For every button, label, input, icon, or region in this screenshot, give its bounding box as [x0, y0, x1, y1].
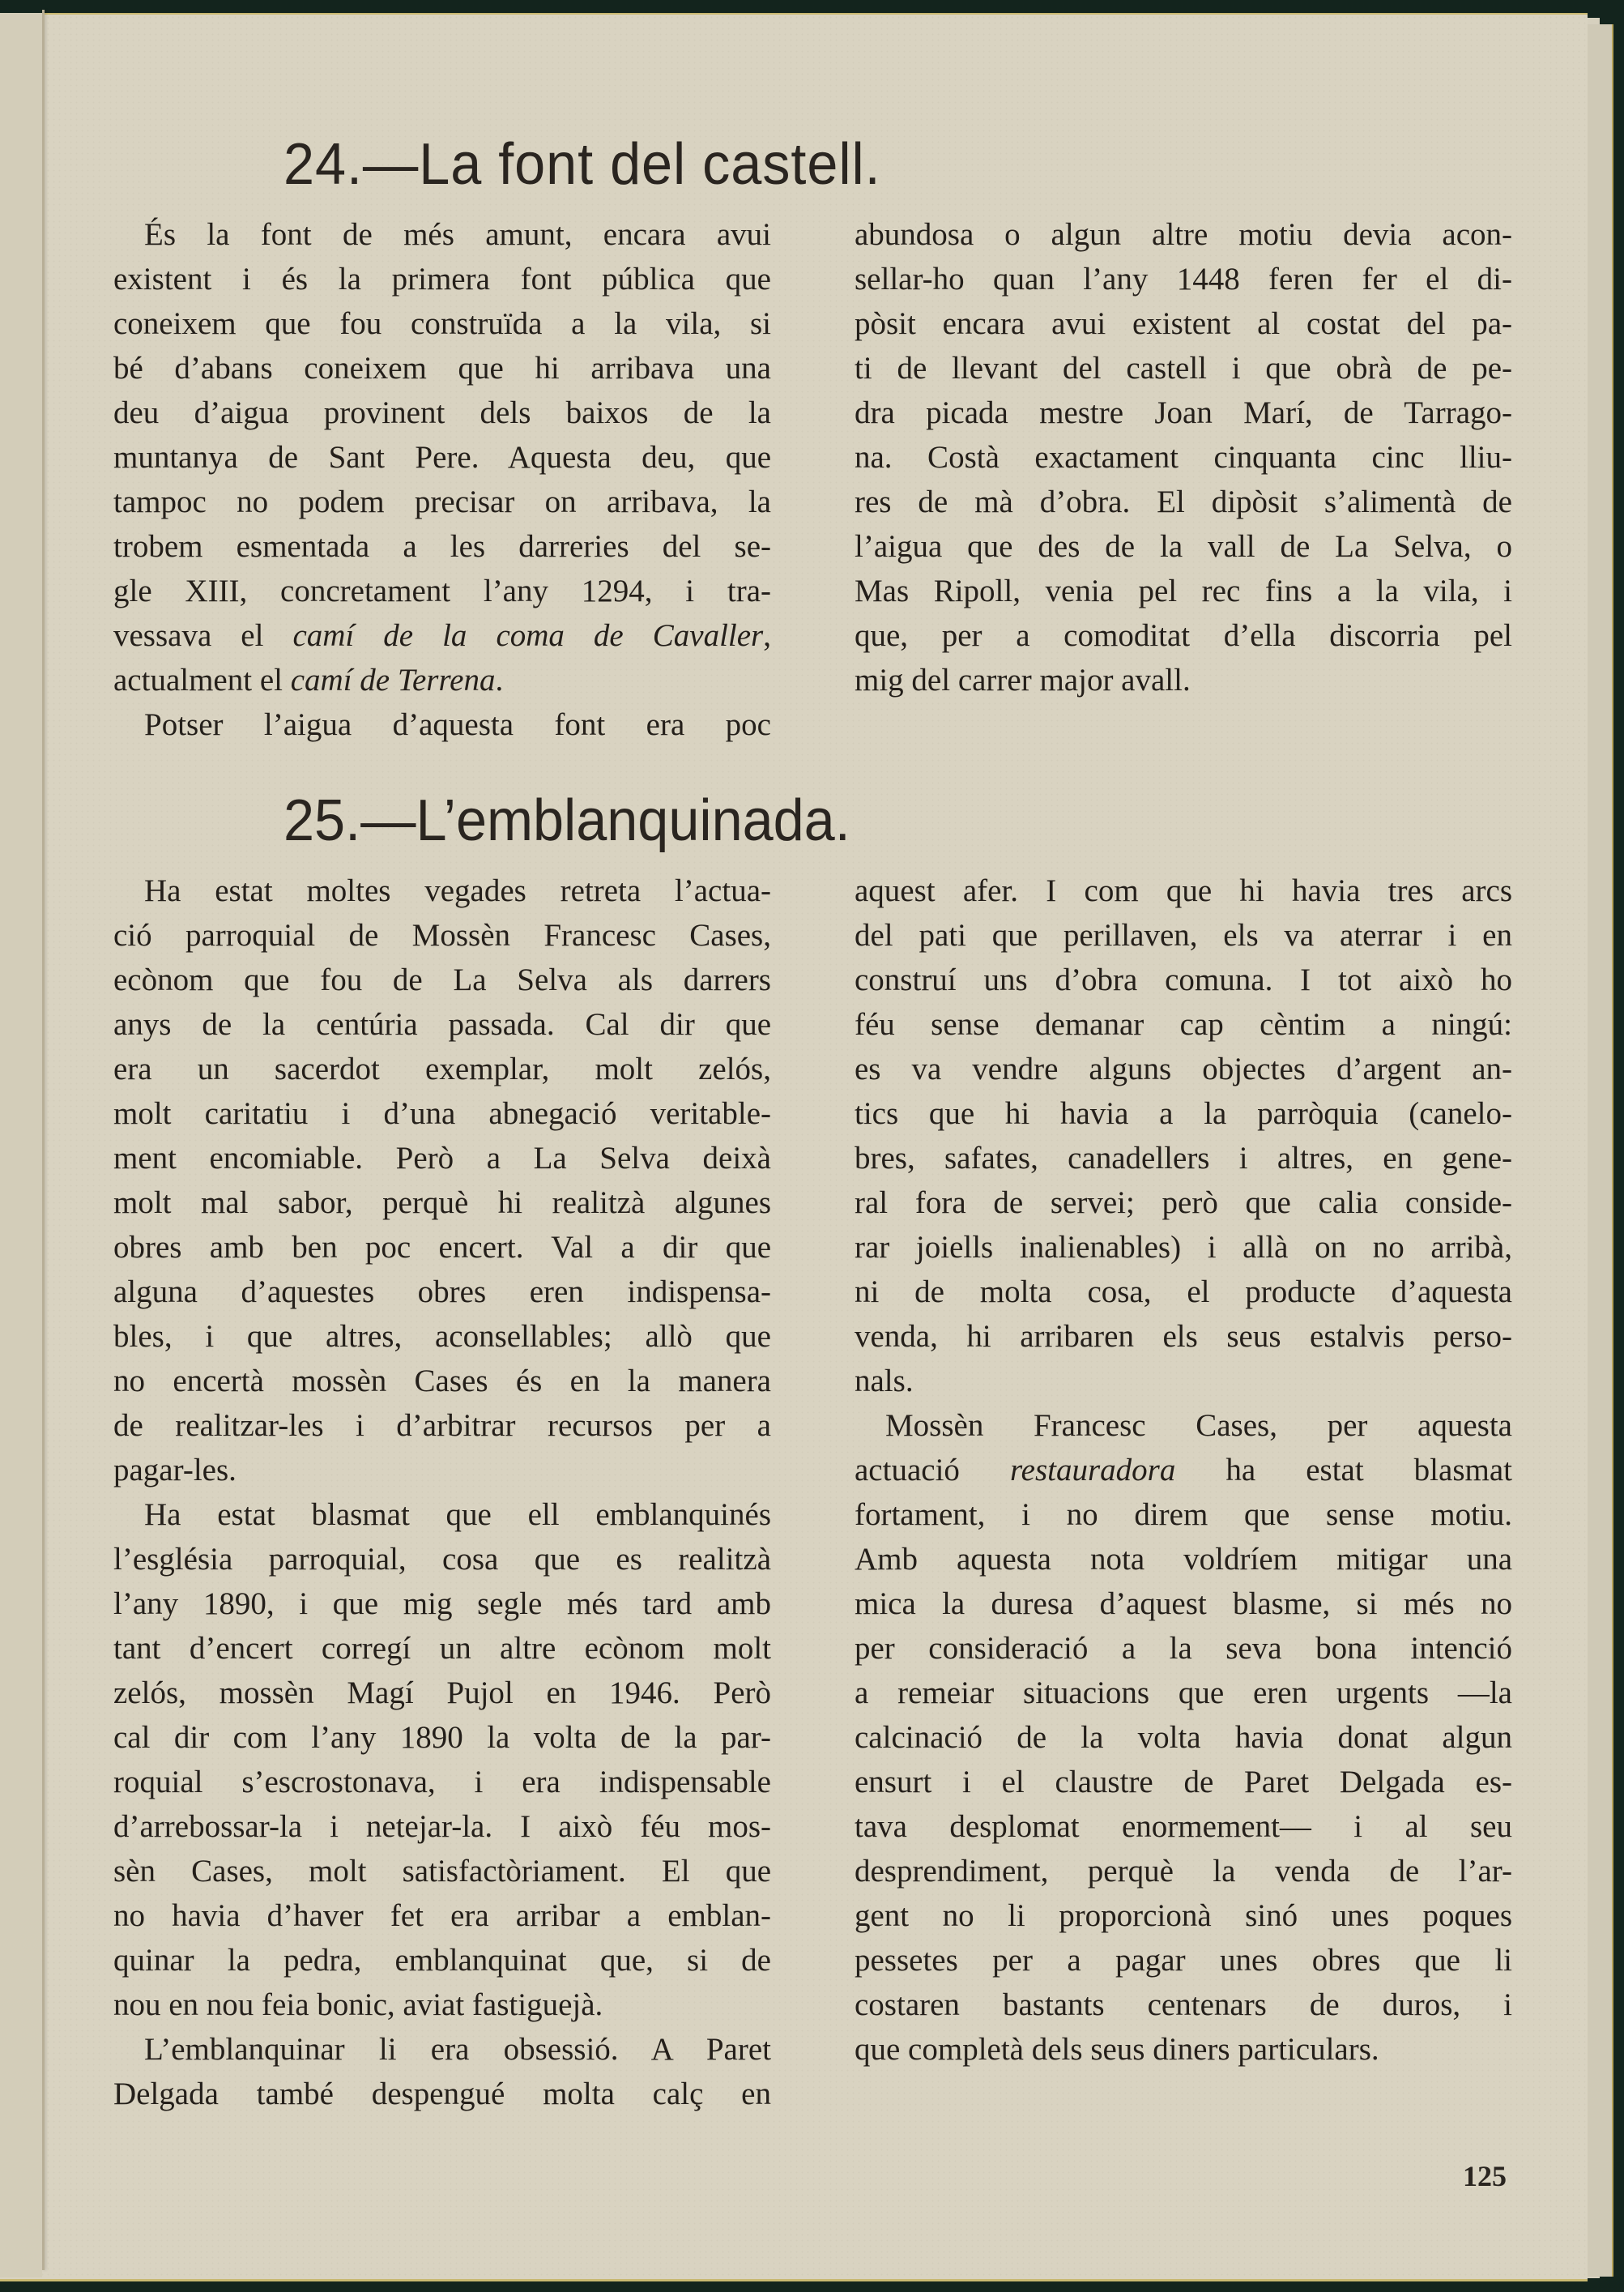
text-line: Mossèn Francesc Cases, per aquesta [885, 1408, 1512, 1443]
text-line: tant d’encert corregí un altre ecònom molt [113, 1631, 771, 1666]
section-title-24: 24.—La font del castell. [283, 132, 881, 197]
section-25-right-column [855, 869, 1512, 2072]
text-line: abundosa o algun altre motiu devia acon- [855, 217, 1512, 252]
text-line [113, 613, 771, 658]
text-line: Ha estat blasmat que ell emblanquinés [144, 1497, 771, 1532]
italic-phrase: camí de la coma de Cavaller [292, 618, 764, 653]
section-title-25: 25.—L’emblanquinada. [283, 788, 850, 853]
text-fragment: ha estat blasmat [1175, 1453, 1512, 1487]
text-line: féu sense demanar cap cèntim a ningú: [855, 1007, 1512, 1042]
text-line: ensurt i el claustre de Paret Delgada es- [855, 1765, 1512, 1799]
text-line: quinar la pedra, emblanquinat que, si de [113, 1943, 771, 1978]
section-24-left-column [113, 212, 771, 747]
text-line [113, 658, 771, 702]
text-line: Mas Ripoll, venia pel rec fins a la vila, i [855, 574, 1512, 608]
text-line: dra picada mestre Joan Marí, de Tarrago- [855, 395, 1512, 430]
text-line: es va vendre alguns objectes d’argent an- [855, 1052, 1512, 1086]
text-line: no encertà mossèn Cases és en la manera [113, 1364, 771, 1398]
text-line: pagar-les. [113, 1453, 237, 1487]
text-line: costaren bastants centenars de duros, i [855, 1987, 1512, 2022]
text-line [855, 1448, 1512, 1492]
text-line: l’aigua que des de la vall de La Selva, o [855, 529, 1512, 564]
page-edge-stack [1588, 24, 1613, 2277]
text-line: nals. [855, 1364, 914, 1398]
text-line: l’any 1890, i que mig segle més tard amb [113, 1586, 771, 1621]
text-line: gle XIII, concretament l’any 1294, i tra- [113, 574, 771, 608]
text-line: Ha estat moltes vegades retreta l’actua- [144, 873, 771, 908]
text-line: molt caritatiu i d’una abnegació veritable- [113, 1096, 771, 1131]
text-line: res de mà d’obra. El dipòsit s’alimentà de [855, 484, 1512, 519]
text-line: era un sacerdot exemplar, molt zelós, [113, 1052, 771, 1086]
text-line: l’església parroquial, cosa que es realitzà [113, 1542, 771, 1577]
text-line: pessetes per a pagar unes obres que li [855, 1943, 1512, 1978]
text-line: calcinació de la volta havia donat algun [855, 1720, 1512, 1755]
book-gutter [42, 10, 45, 2270]
text-line: nou en nou feia bonic, aviat fastiguejà. [113, 1987, 603, 2022]
text-line: muntanya de Sant Pere. Aquesta deu, que [113, 440, 771, 475]
text-line: aquest afer. I com que hi havia tres arcs [855, 873, 1512, 908]
italic-phrase: restauradora [1009, 1453, 1176, 1487]
text-line: ni de molta cosa, el producte d’aquesta [855, 1274, 1512, 1309]
section-24-right-column [855, 212, 1512, 702]
text-line: cal dir com l’any 1890 la volta de la par- [113, 1720, 771, 1755]
text-line: És la font de més amunt, encara avui [144, 217, 771, 252]
text-line: rar joiells inalienables) i allà on no arribà, [855, 1230, 1512, 1265]
text-line: trobem esmentada a les darreries del se- [113, 529, 771, 564]
text-fragment: , [763, 618, 771, 653]
text-line: a remeiar situacions que eren urgents —la [855, 1675, 1512, 1710]
text-fragment: vessava el [113, 618, 293, 653]
text-line: tics que hi havia a la parròquia (canelo- [855, 1096, 1512, 1131]
text-line: pòsit encara avui existent al costat del pa- [855, 306, 1512, 341]
text-line: del pati que perillaven, els va aterrar i en [855, 918, 1512, 953]
facing-page-edge [0, 13, 42, 2277]
text-line: roquial s’escrostonava, i era indispensable [113, 1765, 771, 1799]
page-number: 125 [1463, 2160, 1507, 2192]
text-line: ti de llevant del castell i que obrà de pe- [855, 351, 1512, 386]
text-line: bé d’abans coneixem que hi arribava una [113, 351, 771, 386]
section-25-left-column [113, 869, 771, 2116]
text-line: ció parroquial de Mossèn Francesc Cases, [113, 918, 771, 953]
text-line: ment encomiable. Però a La Selva deixà [113, 1141, 771, 1176]
text-line: ral fora de servei; però que calia conside- [855, 1185, 1512, 1220]
text-line: anys de la centúria passada. Cal dir que [113, 1007, 771, 1042]
text-line: Delgada també despengué molta calç en [113, 2076, 771, 2111]
text-line: venda, hi arribaren els seus estalvis perso- [855, 1319, 1512, 1354]
text-line: zelós, mossèn Magí Pujol en 1946. Però [113, 1675, 771, 1710]
text-line: existent i és la primera font pública que [113, 262, 771, 297]
text-line: tampoc no podem precisar on arribava, la [113, 484, 771, 519]
text-line: fortament, i no direm que sense motiu. [855, 1497, 1512, 1532]
text-line: deu d’aigua provinent dels baixos de la [113, 395, 771, 430]
text-line: alguna d’aquestes obres eren indispensa- [113, 1274, 771, 1309]
text-line: bles, i que altres, aconsellables; allò que [113, 1319, 771, 1354]
text-fragment: actualment el [113, 663, 291, 698]
text-fragment: . [495, 663, 504, 698]
text-line: L’emblanquinar li era obsessió. A Paret [144, 2032, 771, 2067]
italic-phrase: camí de Terrena [290, 663, 496, 698]
text-line: no havia d’haver fet era arribar a emblan- [113, 1898, 771, 1933]
text-line: de realitzar-les i d’arbitrar recursos per a [113, 1408, 771, 1443]
text-line: d’arrebossar-la i netejar-la. I això féu mos- [113, 1809, 771, 1844]
text-line: per consideració a la seva bona intenció [855, 1631, 1512, 1666]
text-line: Potser l’aigua d’aquesta font era poc [144, 707, 771, 742]
text-line: gent no li proporcionà sinó unes poques [855, 1898, 1512, 1933]
text-line: ecònom que fou de La Selva als darrers [113, 962, 771, 997]
text-line: construí uns d’obra comuna. I tot això ho [855, 962, 1512, 997]
text-line: sèn Cases, molt satisfactòriament. El que [113, 1854, 771, 1889]
text-line: molt mal sabor, perquè hi realitzà algunes [113, 1185, 771, 1220]
text-line: que, per a comoditat d’ella discorria pel [855, 618, 1512, 653]
text-fragment: actuació [855, 1453, 1010, 1487]
text-line: que completà dels seus diners particulars. [855, 2032, 1379, 2067]
text-line: na. Costà exactament cinquanta cinc lliu- [855, 440, 1512, 475]
text-line: mig del carrer major avall. [855, 663, 1191, 698]
text-line: bres, safates, canadellers i altres, en gene- [855, 1141, 1512, 1176]
text-line: tava desplomat enormement— i al seu [855, 1809, 1512, 1844]
text-line: desprendiment, perquè la venda de l’ar- [855, 1854, 1512, 1889]
text-line: Amb aquesta nota voldríem mitigar una [855, 1542, 1512, 1577]
text-line: obres amb ben poc encert. Val a dir que [113, 1230, 771, 1265]
text-line: coneixem que fou construïda a la vila, si [113, 306, 771, 341]
text-line: sellar-ho quan l’any 1448 feren fer el di- [855, 262, 1512, 297]
text-line: mica la duresa d’aquest blasme, si més no [855, 1586, 1512, 1621]
